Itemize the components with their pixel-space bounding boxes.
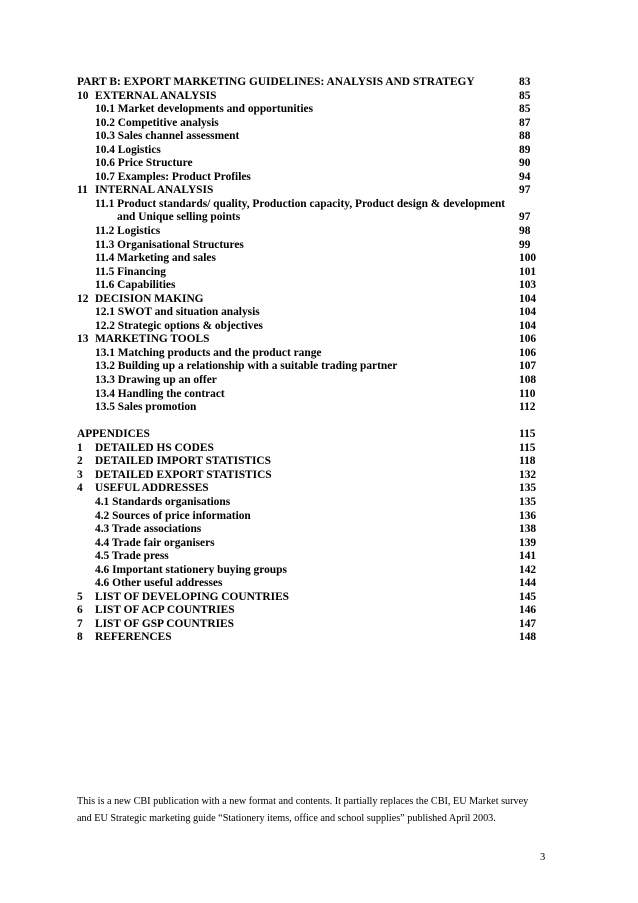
- toc-entry-page: 115: [519, 428, 536, 441]
- toc-entry-title: [95, 564, 287, 578]
- toc-entry: [77, 550, 549, 564]
- toc-entry: [77, 239, 549, 253]
- toc-entry: [77, 631, 549, 645]
- toc-entry-title: [77, 631, 172, 645]
- toc-entry: [77, 496, 549, 510]
- toc-spacer: [77, 415, 549, 429]
- toc-entry-page: 89: [519, 143, 531, 156]
- toc-entry: [77, 482, 549, 496]
- toc-entry-title: [77, 184, 213, 198]
- toc-entry-text: 13.1 Matching products and the product range: [95, 346, 322, 359]
- toc-entry: [77, 90, 549, 104]
- toc-entry-page: 135: [519, 495, 537, 508]
- toc-entry-number: 3: [77, 468, 83, 481]
- toc-entry-title: [95, 360, 397, 374]
- toc-entry: [77, 618, 549, 632]
- toc-entry-title: [95, 252, 216, 266]
- toc-entry-text: 10.3 Sales channel assessment: [95, 130, 240, 143]
- toc-entry-text: 4.4 Trade fair organisers: [95, 536, 215, 549]
- page-number: 3: [540, 852, 546, 863]
- toc-entry: [77, 211, 549, 225]
- toc-entry-page: 147: [519, 617, 537, 630]
- toc-entry-page: 118: [519, 455, 536, 468]
- toc-entry-text: 10.2 Competitive analysis: [95, 116, 219, 129]
- toc-entry-text: and Unique selling points: [117, 211, 241, 224]
- toc-entry-title: [95, 117, 219, 131]
- toc-entry-text: 10.6 Price Structure: [95, 157, 193, 170]
- toc-entry: [77, 577, 549, 591]
- toc-entry-text: 4.2 Sources of price information: [95, 509, 251, 522]
- toc-entry-title: [77, 442, 214, 456]
- toc-entry-title: [95, 496, 230, 510]
- toc-entry-text: 4.5 Trade press: [95, 550, 169, 563]
- toc-entry-title: [95, 198, 505, 212]
- toc-entry-text: 4.3 Trade associations: [95, 523, 202, 536]
- toc-entry: [77, 388, 549, 402]
- toc-entry: [77, 564, 549, 578]
- publication-note-line-1: This is a new CBI publication with a new format and contents. It partially replaces the CBI, EU Market survey: [77, 796, 529, 807]
- toc-entry-title: [77, 455, 271, 469]
- toc-entry-title: [95, 144, 161, 158]
- toc-entry: [77, 428, 549, 442]
- toc-entry-title: [77, 482, 209, 496]
- toc-entry-text: 13.5 Sales promotion: [95, 401, 197, 414]
- toc-entry-page: 141: [519, 550, 537, 563]
- toc-entry-number: 1: [77, 441, 83, 454]
- toc-entry-text: LIST OF GSP COUNTRIES: [95, 617, 234, 630]
- toc-entry-text: DETAILED EXPORT STATISTICS: [95, 468, 272, 481]
- toc-entry-title: [95, 347, 321, 361]
- toc-entry: [77, 523, 549, 537]
- toc-entry-number: 2: [77, 455, 83, 468]
- toc-entry-title: [77, 90, 216, 104]
- toc-entry-page: 104: [519, 319, 537, 332]
- toc-entry-page: 83: [519, 76, 531, 88]
- toc-entry-page: 146: [519, 604, 537, 617]
- toc-entry-page: 98: [519, 225, 531, 238]
- toc-entry-page: 88: [519, 130, 531, 143]
- toc-entry: [77, 184, 549, 198]
- toc-entry-text: 13.2 Building up a relationship with a suitable trading partner: [95, 360, 398, 373]
- toc-entry-title: [95, 577, 222, 591]
- toc-entry: [77, 252, 549, 266]
- toc-entry-text: 12.2 Strategic options & objectives: [95, 319, 263, 332]
- toc-entry: [77, 266, 549, 280]
- toc-entry: [77, 604, 549, 618]
- table-of-contents: [77, 76, 549, 645]
- toc-entry: [77, 510, 549, 524]
- toc-entry-page: 108: [519, 374, 537, 387]
- toc-entry-title: [95, 537, 215, 551]
- toc-entry-text: INTERNAL ANALYSIS: [95, 184, 214, 197]
- toc-entry-title: [77, 469, 272, 483]
- toc-entry-title: [95, 523, 201, 537]
- toc-entry-title: [95, 550, 169, 564]
- toc-entry-page: 144: [519, 577, 537, 590]
- toc-entry-text: 10.4 Logistics: [95, 143, 161, 156]
- toc-entry-page: 135: [519, 482, 537, 495]
- toc-entry-text: 4.6 Other useful addresses: [95, 577, 223, 590]
- toc-entry-title: [95, 171, 251, 185]
- toc-entry-text: DETAILED HS CODES: [95, 441, 214, 454]
- toc-entry-title: [77, 604, 235, 618]
- toc-entry-page: 115: [519, 441, 536, 454]
- toc-entry-title: [95, 266, 166, 280]
- toc-entry: [77, 320, 549, 334]
- toc-entry-title: [95, 374, 217, 388]
- toc-entry-text: 11.6 Capabilities: [95, 279, 176, 292]
- toc-entry-number: 5: [77, 590, 83, 603]
- toc-entry-title: [95, 279, 175, 293]
- toc-entry-page: 90: [519, 157, 531, 170]
- toc-entry-page: 148: [519, 631, 537, 644]
- toc-entry-page: 97: [519, 211, 531, 224]
- toc-entry-page: 136: [519, 509, 537, 522]
- toc-entry-text: 12.1 SWOT and situation analysis: [95, 306, 260, 319]
- toc-entry-page: 139: [519, 536, 537, 549]
- toc-entry-text: REFERENCES: [95, 631, 172, 644]
- toc-entry-page: 104: [519, 306, 537, 319]
- toc-entry-text: 10.7 Examples: Product Profiles: [95, 170, 251, 183]
- toc-entry: [77, 279, 549, 293]
- toc-entry-title: [95, 320, 263, 334]
- toc-entry-title: [77, 333, 209, 347]
- toc-entry-page: 107: [519, 360, 537, 373]
- toc-entry: [77, 144, 549, 158]
- toc-entry-text: DECISION MAKING: [95, 292, 204, 305]
- toc-entry-page: 100: [519, 252, 537, 265]
- toc-entry-text: PART B: EXPORT MARKETING GUIDELINES: ANALYSIS AND STRATEGY: [77, 76, 475, 88]
- toc-entry-number: 13: [77, 333, 89, 346]
- toc-entry: [77, 347, 549, 361]
- toc-entry: [77, 455, 549, 469]
- toc-entry-number: 11: [77, 184, 88, 197]
- toc-entry-text: 4.1 Standards organisations: [95, 495, 231, 508]
- toc-entry-title: [77, 428, 150, 442]
- toc-entry-text: LIST OF DEVELOPING COUNTRIES: [95, 590, 290, 603]
- toc-entry-page: 104: [519, 292, 537, 305]
- toc-entry-number: 12: [77, 292, 89, 305]
- toc-entry: [77, 103, 549, 117]
- toc-entry-page: 85: [519, 103, 531, 116]
- toc-entry: [77, 306, 549, 320]
- toc-entry-page: 132: [519, 468, 537, 481]
- toc-entry: [77, 333, 549, 347]
- toc-entry: [77, 537, 549, 551]
- toc-entry-text: 13.3 Drawing up an offer: [95, 374, 217, 387]
- toc-entry-text: 11.1 Product standards/ quality, Production capacity, Product design & development: [95, 197, 506, 210]
- toc-entry-page: 103: [519, 279, 537, 292]
- toc-entry-page: 87: [519, 116, 531, 129]
- toc-entry-page: 106: [519, 346, 537, 359]
- toc-entry-page: 145: [519, 590, 537, 603]
- toc-entry: [77, 198, 549, 212]
- toc-entry: [77, 293, 549, 307]
- toc-entry-title: [95, 239, 244, 253]
- toc-entry-text: APPENDICES: [77, 428, 150, 441]
- toc-entry-page: 142: [519, 563, 537, 576]
- toc-entry-title: [77, 76, 475, 90]
- toc-entry-title: [95, 157, 193, 171]
- toc-entry: [77, 225, 549, 239]
- toc-entry: [77, 171, 549, 185]
- toc-entry-page: 101: [519, 265, 537, 278]
- toc-entry-title: [77, 293, 204, 307]
- toc-entry-page: 85: [519, 89, 531, 102]
- toc-entry-page: 94: [519, 170, 531, 183]
- toc-entry: [77, 360, 549, 374]
- toc-entry: [77, 157, 549, 171]
- toc-entry-title: [77, 618, 234, 632]
- toc-entry: [77, 442, 549, 456]
- toc-entry-text: EXTERNAL ANALYSIS: [95, 89, 217, 102]
- toc-entry-number: 6: [77, 604, 83, 617]
- publication-note-line-2: and EU Strategic marketing guide “Stationery items, office and school supplies” published April 2003.: [77, 812, 496, 824]
- toc-entry-text: 11.2 Logistics: [95, 225, 161, 238]
- toc-entry-page: 138: [519, 523, 537, 536]
- toc-entry-title: [95, 401, 196, 415]
- toc-entry-title: [95, 306, 260, 320]
- toc-entry-title: [95, 388, 225, 402]
- toc-entry: [77, 591, 549, 605]
- toc-entry-page: 112: [519, 401, 536, 414]
- toc-entry: [77, 117, 549, 131]
- toc-entry-page: 97: [519, 184, 531, 197]
- toc-entry-text: 11.4 Marketing and sales: [95, 252, 216, 265]
- toc-entry-text: LIST OF ACP COUNTRIES: [95, 604, 235, 617]
- toc-entry-title: [95, 130, 239, 144]
- toc-entry-number: 4: [77, 482, 83, 495]
- toc-entry-text: 10.1 Market developments and opportunities: [95, 103, 314, 116]
- toc-entry-title: [77, 591, 289, 605]
- toc-entry: [77, 374, 549, 388]
- toc-entry: [77, 130, 549, 144]
- toc-entry-text: DETAILED IMPORT STATISTICS: [95, 455, 271, 468]
- toc-entry: [77, 469, 549, 483]
- toc-entry-title: [95, 510, 251, 524]
- toc-entry: [77, 401, 549, 415]
- toc-entry-text: 13.4 Handling the contract: [95, 387, 225, 400]
- toc-entry-text: 11.5 Financing: [95, 265, 166, 278]
- publication-note: [77, 794, 557, 827]
- toc-entry-text: 4.6 Important stationery buying groups: [95, 563, 287, 576]
- toc-entry-text: MARKETING TOOLS: [95, 333, 210, 346]
- toc-entry-text: USEFUL ADDRESSES: [95, 482, 209, 495]
- toc-entry-title: [95, 103, 313, 117]
- toc-entry-text: 11.3 Organisational Structures: [95, 238, 244, 251]
- toc-entry-page: 99: [519, 238, 531, 251]
- toc-entry-number: 7: [77, 617, 83, 630]
- toc-entry-number: 8: [77, 631, 83, 644]
- toc-entry-title: [117, 211, 240, 225]
- toc-entry-title: [95, 225, 160, 239]
- toc-entry: [77, 76, 549, 90]
- toc-entry-page: 110: [519, 387, 536, 400]
- toc-entry-page: 106: [519, 333, 537, 346]
- toc-entry-number: 10: [77, 89, 89, 102]
